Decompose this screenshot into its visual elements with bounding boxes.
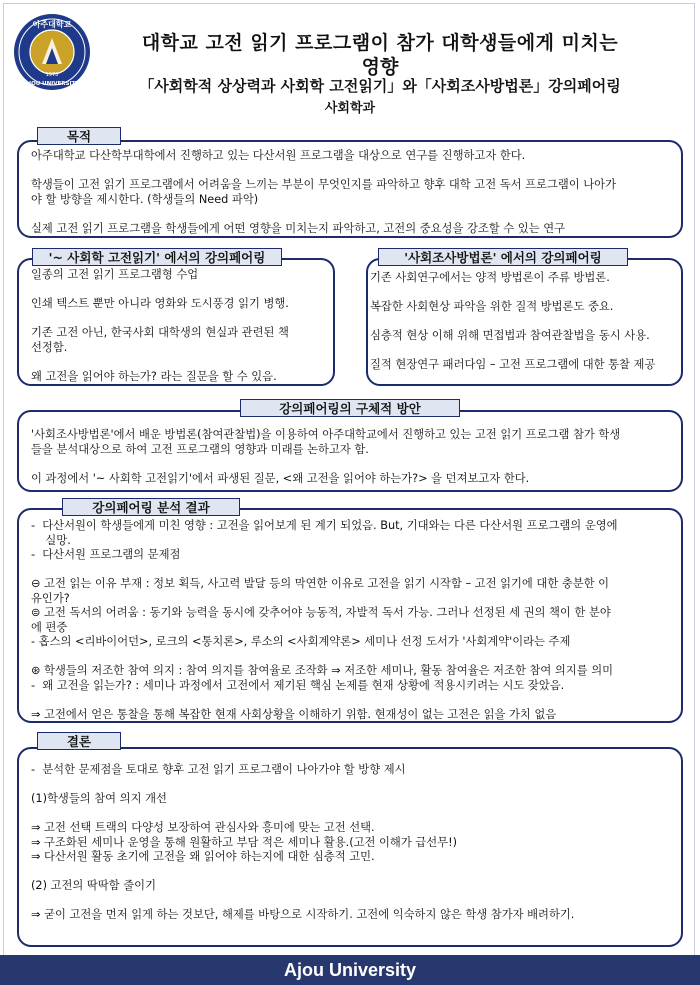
pairing-left-text: 일종의 고전 읽기 프로그램형 수업 인쇄 텍스트 뿐만 아니라 영화와 도시풍경 읽기 병행. 기존 고전 아닌, 한국사회 대학생의 현실과 관련된 책 선정함. 왜 고전을 읽어야 하는가? 라는 질문을 할 수 있음. — [31, 268, 289, 383]
pairing-right-label: '사회조사방법론' 에서의 강의페어링 — [378, 248, 628, 266]
conclusion-label: 결론 — [37, 732, 121, 750]
poster-title-line2: 영향 — [361, 56, 399, 78]
results-text: - 다산서원이 학생들에게 미친 영향 : 고전을 읽어보게 된 계기 되었음. But, 기대와는 다른 다산서원 프로그램의 운영에 실망. - 다산서원 프로그램의 문제점 ⊖ 고전 읽는 이유 부재 : 정보 획득, 사고력 발달 등의 막연한 이유로 고전을 읽기 시작함 – 고전 읽기에 대한 충분한 이 유인가? ⊜ 고전 독서의 어려움 : 동기와 능력을 동시에 갖추어야 능동적, 자발적 독서 가능. 그러나 선정된 세 권의 책이 한 분야 에 편중 - 홉스의 <리바이어던>, 로크의 <통치론>, 루소의 <사회계약론> 세미나 선정 도서가 '사회계약'이라는 주제 ⊛ 학생들의 저조한 참여 의지 : 참여 의지를 참여율로 조작화 ⇒ 저조한 세미나, 활동 참여율은 저조한 참여 의지를 의미 - 왜 고전을 읽는가? : 세미나 과정에서 고전에서 제기된 핵심 논제를 현재 상황에 적용시키려는 시도 잦았음. ⇒ 고전에서 얻은 통찰을 통해 복잡한 현재 사회상황을 이해하기 위함. 현재성이 없는 고전은 읽을 가치 없음 — [31, 519, 618, 721]
conclusion-text: - 분석한 문제점을 토대로 향후 고전 읽기 프로그램이 나아가야 할 방향 제시 (1)학생들의 참여 의지 개선 ⇒ 고전 선택 트랙의 다양성 보장하여 관심사와 흥미에 맞는 고전 선택. ⇒ 구조화된 세미나 운영을 통해 원활하고 부담 적은 세미나 활용.(고전 이해가 급선무!) ⇒ 다산서원 활동 초기에 고전을 왜 읽어야 하는지에 대한 심층적 고민. (2) 고전의 딱딱함 줄이기 ⇒ 굳이 고전을 먼저 읽게 하는 것보단, 해제를 바탕으로 시작하기. 고전에 익숙하지 않은 학생 참가자 배려하기. — [31, 763, 575, 921]
pairing-right-text: 기존 사회연구에서는 양적 방법론이 주류 방법론. 복잡한 사회현상 파악을 위한 질적 방법론도 중요. 심층적 현상 이해 위해 면접법과 참여관찰법을 동시 사용. 질적 현장연구 패러다임 – 고전 프로그램에 대한 통찰 제공 — [370, 271, 656, 371]
plan-label: 강의페어링의 구체적 방안 — [240, 399, 460, 417]
svg-text:AJOU UNIVERSITY: AJOU UNIVERSITY — [24, 81, 80, 87]
pairing-left-label: '~ 사회학 고전읽기' 에서의 강의페어링 — [32, 248, 282, 266]
svg-text:아주대학교: 아주대학교 — [32, 20, 72, 29]
plan-text: '사회조사방법론'에서 배운 방법론(참여관찰법)을 이용하여 아주대학교에서 진행하고 있는 고전 읽기 프로그램 참가 학생 들을 분석대상으로 하여 고전 프로그램의 영향과 미래를 논하고자 함. 이 과정에서 '~ 사회학 고전읽기'에서 파생된 질문, <왜 고전을 읽어야 하는가?> 을 던져보고자 한다. — [31, 428, 621, 485]
ajou-university-logo — [12, 12, 92, 92]
poster-title-line1: 대학교 고전 읽기 프로그램이 참가 대학생들에게 미치는 — [141, 32, 619, 54]
svg-text:1973: 1973 — [45, 72, 59, 78]
poster-subtitle: 「사회학적 상상력과 사회학 고전읽기」와「사회조사방법론」강의페어링 — [139, 77, 621, 95]
purpose-label: 목적 — [37, 127, 121, 145]
results-label: 강의페어링 분석 결과 — [62, 498, 240, 516]
footer-banner: Ajou University — [0, 955, 700, 985]
purpose-text: 아주대학교 다산학부대학에서 진행하고 있는 다산서원 프로그램을 대상으로 연구를 진행하고자 한다. 학생들이 고전 읽기 프로그램에서 어려움을 느끼는 부분이 무엇인지를 파악하고 향후 대학 고전 독서 프로그램이 나아가 야 할 방향을 제시한다. (학생들의 Need 파악) 실제 고전 읽기 프로그램을 학생들에게 어떤 영향을 미치는지 파악하고, 고전의 중요성을 강조할 수 있는 연구 — [31, 149, 617, 235]
department-label: 사회학과 — [324, 101, 376, 116]
